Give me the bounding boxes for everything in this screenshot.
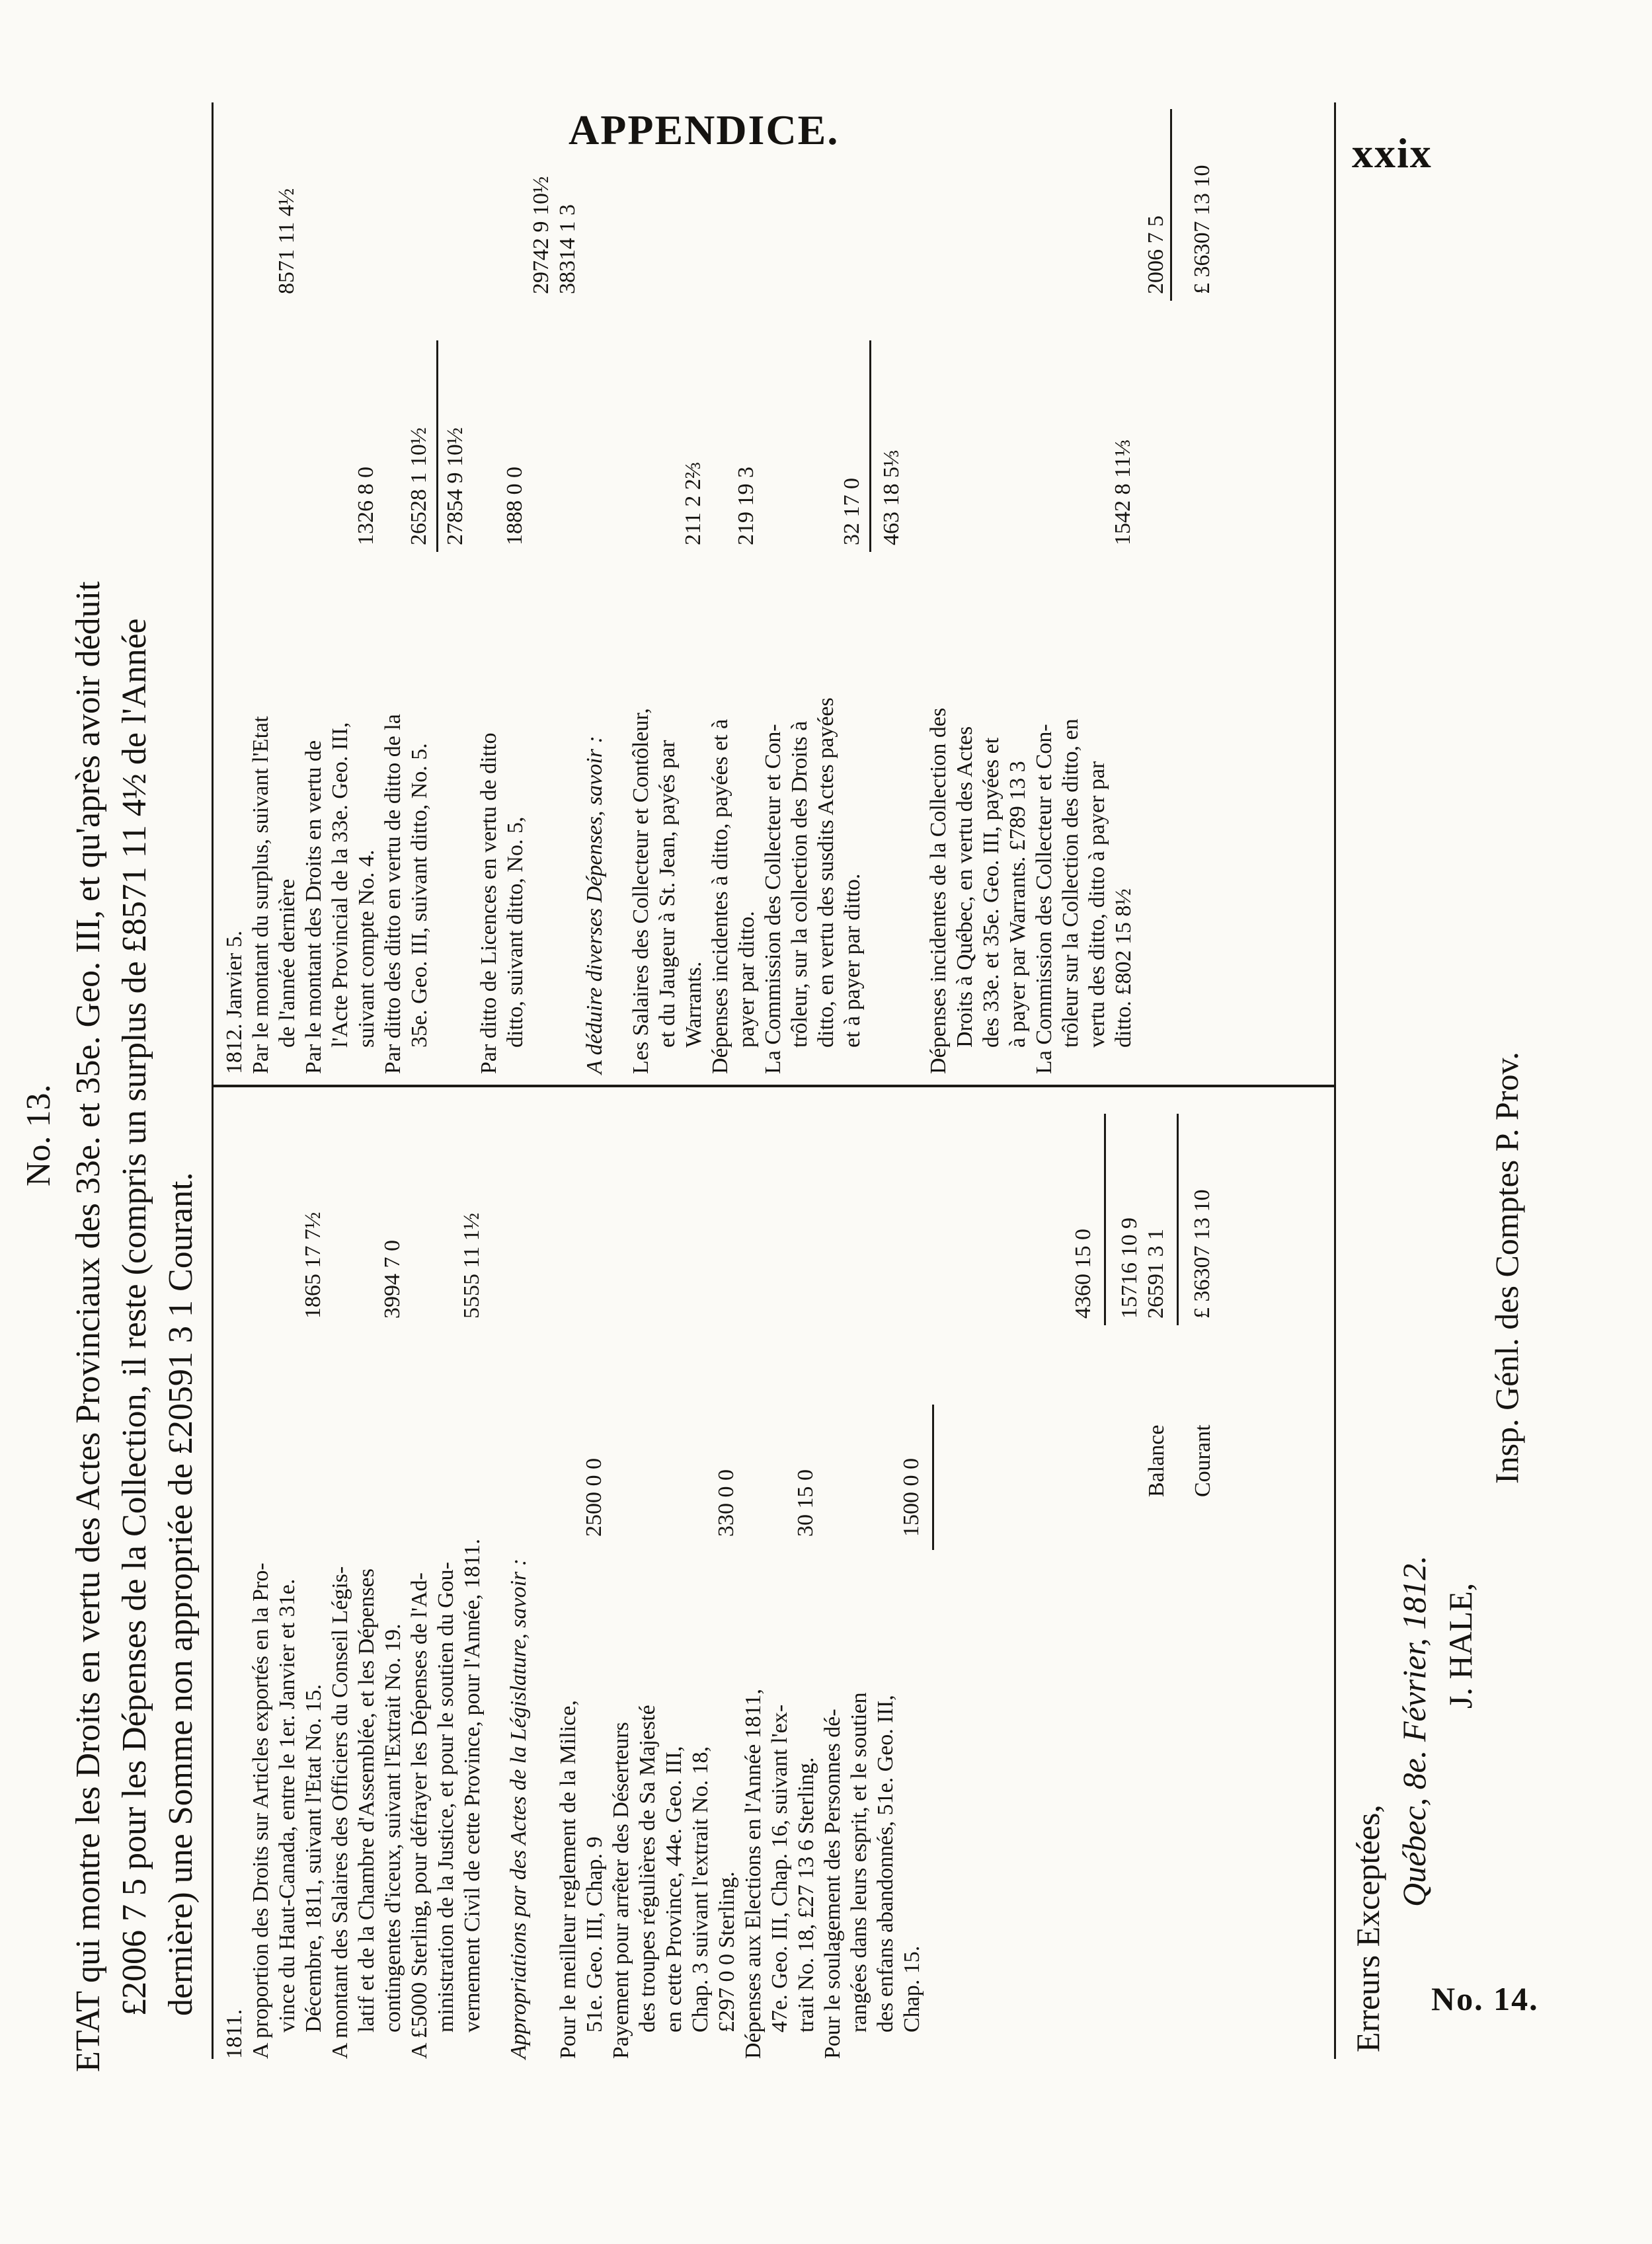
licences-amount: 1888 0 0 xyxy=(502,467,527,545)
quebec-line: trôleur sur la Collection des ditto, en xyxy=(1058,718,1083,1048)
debit-entry-line: latif et de la Chambre d'Assemblée, et les Dépenses xyxy=(354,1568,379,2032)
quebec-line: La Commission des Collecteur et Con- xyxy=(1032,724,1056,1074)
title-line: £2006 7 5 pour les Dépenses de la Collection, il reste (compris un surplus de £8571 11 4½ de l'Année xyxy=(116,618,153,2016)
credit-subsum: 27854 9 10½ xyxy=(443,427,467,545)
credit-sum: 38314 1 3 xyxy=(555,204,580,294)
debit-subtotal: 15716 10 9 xyxy=(1117,1218,1142,1319)
signatory-name: J. HALE, xyxy=(1442,1582,1479,1709)
top-rule xyxy=(212,102,214,2059)
quebec-line: Dépenses incidentes de la Collection des xyxy=(926,707,951,1074)
debit-amount: 5555 11 1½ xyxy=(459,1212,484,1319)
quebec-line: à payer par Warrants. £789 13 3 xyxy=(1005,761,1030,1048)
errors-excepted: Erreurs Exceptées, xyxy=(1349,1804,1386,2052)
debit-entry-line: A proportion des Droits sur Articles exportés en la Pro- xyxy=(249,1563,273,2059)
sum-rule xyxy=(436,340,438,552)
credit-amount: 1326 8 0 xyxy=(354,467,378,545)
sum-rule xyxy=(1170,109,1172,301)
bottom-rule xyxy=(1334,102,1336,2059)
appropriation-rule xyxy=(932,1405,934,1550)
appropriation-line: en cette Province, 44e. Geo. III, xyxy=(662,1746,686,2032)
credit-entry-line: de l'année dernière xyxy=(275,878,299,1048)
deduction-line: payer par ditto. xyxy=(734,911,759,1048)
deduction-amount: 219 19 3 xyxy=(734,467,758,545)
expenses-total: 2006 7 5 xyxy=(1144,215,1168,294)
next-statement-number: No. 14. xyxy=(1431,1980,1539,2017)
balance-label: Balance xyxy=(1144,1424,1169,1497)
appropriation-line: rangées dans leurs esprit, et le soutien xyxy=(847,1692,871,2032)
credit-amount: 26528 1 10½ xyxy=(407,427,431,545)
title-line: dernière) une Somme non appropriée de £20591 3 1 Courant. xyxy=(162,1172,200,2016)
appropriation-amount: 30 15 0 xyxy=(793,1469,818,1537)
courant-label: Courant xyxy=(1191,1424,1215,1497)
title-line: ETAT qui montre les Droits en vertu des Actes Provinciaux des 33e. et 35e. Geo. III, et qu'après avoir déduit xyxy=(69,581,107,2072)
credit-date: 1812. Janvier 5. xyxy=(222,930,247,1074)
sum-rule xyxy=(869,340,871,552)
appropriations-heading: Appropriations par des Actes de la Législature, savoir : xyxy=(506,1558,531,2059)
deduct-heading: A déduire diverses Dépenses, savoir : xyxy=(582,736,607,1074)
sum-rule xyxy=(1104,1114,1106,1325)
debit-entry-line: Décembre, 1811, suivant l'Etat No. 15. xyxy=(301,1683,326,2032)
rotated-statement xyxy=(0,36,1547,2079)
quebec-line: des 33e. et 35e. Geo. III, payées et xyxy=(979,737,1003,1048)
appropriation-line: Payement pour arrêter des Déserteurs xyxy=(609,1722,633,2059)
debit-amount: 1865 17 7½ xyxy=(301,1212,325,1319)
credit-entry-line: Par le montant du surplus, suivant l'Etat xyxy=(249,716,273,1074)
deduction-line: La Commission des Collecteur et Con- xyxy=(761,724,785,1074)
debit-year: 1811. xyxy=(222,2009,247,2059)
deduction-amount: 211 2 2⅔ xyxy=(681,461,705,545)
appropriation-amount: 330 0 0 xyxy=(714,1469,738,1537)
appropriation-line: 47e. Geo. III, Chap. 16, suivant l'ex- xyxy=(767,1704,792,2032)
appropriation-amount: 2500 0 0 xyxy=(582,1458,606,1537)
debit-entry-line: contingentes d'iceux, suivant l'Extrait No. 19. xyxy=(381,1623,405,2032)
credit-entry-line: 35e. Geo. III, suivant ditto, No. 5. xyxy=(407,743,432,1048)
licences-line: Par ditto de Licences en vertu de ditto xyxy=(477,732,501,1074)
center-rule xyxy=(212,1085,1335,1087)
debit-courant-total: £ 36307 13 10 xyxy=(1190,1189,1214,1319)
deduction-amount: 32 17 0 xyxy=(840,478,864,545)
page-heading: APPENDICE. xyxy=(569,106,840,153)
credit-entry-line: Par le montant des Droits en vertu de xyxy=(301,740,326,1074)
quebec-line: vertu des ditto, ditto à payer par xyxy=(1085,761,1109,1048)
credit-surplus-total: 8571 11 4½ xyxy=(274,188,299,294)
appropriation-line: des enfans abandonnés, 51e. Geo. III, xyxy=(873,1695,898,2032)
appropriation-line: Chap. 3 suivant l'extrait No. 18, xyxy=(688,1746,713,2032)
appropriation-line: Dépenses aux Elections en l'Année 1811, xyxy=(741,1688,766,2059)
debit-entry-line: A montant des Salaires des Officiers du Conseil Légis- xyxy=(328,1566,352,2059)
debit-entry-line: ministration de la Justice, et pour le soutien du Gou- xyxy=(434,1562,458,2032)
deduction-line: et du Jaugeur à St. Jean, payés par xyxy=(655,740,680,1048)
debit-entry-line: A £5000 Sterling, pour défrayer les Dépenses de l'Ad- xyxy=(407,1572,432,2059)
licences-line: ditto, suivant ditto, No. 5, xyxy=(503,816,528,1048)
appropriation-line: des troupes régulières de Sa Majesté xyxy=(635,1705,660,2032)
deduct-total: 463 18 5⅓ xyxy=(879,449,904,545)
appropriations-total: 4360 15 0 xyxy=(1071,1229,1095,1319)
debit-entry-line: vernement Civil de cette Province, pour l'Année, 1811. xyxy=(460,1539,485,2032)
appropriation-line: Chap. 15. xyxy=(900,1945,924,2032)
place-date: Québec, 8e. Février, 1812. xyxy=(1396,1555,1433,1907)
appropriation-line: 51e. Geo. III, Chap. 9 xyxy=(582,1836,607,2032)
page-number: xxix xyxy=(1352,130,1433,176)
quebec-line: Droits à Québec, en vertu des Actes xyxy=(953,726,977,1048)
deduction-line: ditto, en vertu des susdits Actes payées xyxy=(814,697,838,1048)
deduction-line: Dépenses incidentes à ditto, payées et à xyxy=(708,718,732,1074)
deduction-line: trôleur, sur la collection des Droits à xyxy=(787,720,812,1048)
quebec-line: ditto. £802 15 8½ xyxy=(1111,888,1136,1048)
appropriation-amount: 1500 0 0 xyxy=(899,1458,924,1537)
statement-number: No. 13. xyxy=(20,1084,58,1186)
credit-entry-line: l'Acte Provincial de la 33e. Geo. III, xyxy=(328,722,352,1048)
balance-amount: 26591 3 1 xyxy=(1144,1229,1168,1319)
credit-courant-total: £ 36307 13 10 xyxy=(1190,165,1214,294)
sum-rule xyxy=(1177,1114,1179,1325)
debit-entry-line: vince du Haut-Canada, entre le 1er. Janvier et 31e. xyxy=(275,1578,299,2032)
signatory-office: Insp. Génl. des Comptes P. Prov. xyxy=(1488,1052,1525,1484)
appropriation-line: Pour le meilleur reglement de la Milice, xyxy=(556,1700,580,2059)
appropriation-line: Pour le soulagement des Personnes dé- xyxy=(820,1709,845,2059)
debit-amount: 3994 7 0 xyxy=(380,1240,405,1319)
appropriation-line: £297 0 0 Sterling. xyxy=(715,1871,739,2032)
licences-sum: 29742 9 10½ xyxy=(529,176,553,294)
deduction-line: et à payer par ditto. xyxy=(840,873,865,1048)
appropriation-line: trait No. 18, £27 13 6 Sterling. xyxy=(794,1757,818,2032)
quebec-amount: 1542 8 11⅓ xyxy=(1111,439,1135,545)
credit-entry-line: suivant compte No. 4. xyxy=(354,849,379,1048)
deduction-line: Warrants. xyxy=(682,961,706,1048)
deduction-line: Les Salaires des Collecteur et Contôleur, xyxy=(629,708,653,1074)
credit-entry-line: Par ditto des ditto en vertu de ditto de la xyxy=(381,714,405,1074)
